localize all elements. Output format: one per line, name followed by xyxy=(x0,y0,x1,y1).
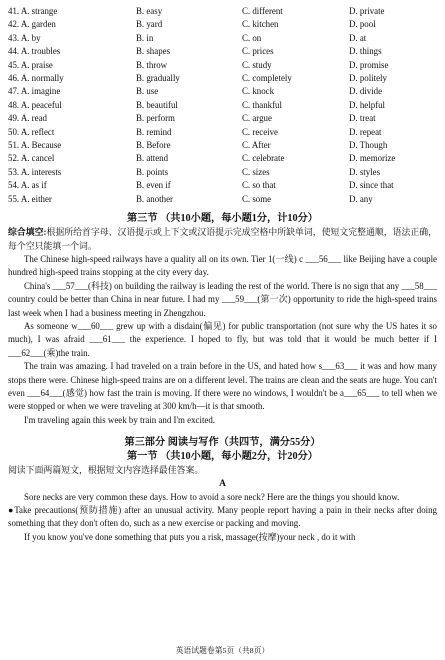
option-cell: C. completely xyxy=(242,73,292,84)
option-row xyxy=(8,152,437,165)
option-cell: C. receive xyxy=(242,126,278,137)
option-cell: C. After xyxy=(242,140,271,151)
option-cell: B. Before xyxy=(136,140,171,151)
option-cell: 47. A. imagine xyxy=(8,86,61,97)
option-cell: D. things xyxy=(349,46,382,57)
option-row xyxy=(8,5,437,18)
option-cell: B. shapes xyxy=(136,46,171,57)
option-cell: D. pool xyxy=(349,19,376,30)
option-cell: B. remind xyxy=(136,126,172,137)
reading-paragraph: ●Take precautions(预防措施) after an unusual activity. Many people report having a pain in their necks after doing something that they don't often do, such as a new exercise or packing and moving. xyxy=(8,505,437,529)
option-cell: D. private xyxy=(349,6,385,16)
option-cell: C. celebrate xyxy=(242,153,285,164)
passage-paragraph: I'm traveling again this week by train and I'm excited. xyxy=(24,414,216,425)
section3-title: 第三节 （共10小题，每小题1分，计10分） xyxy=(126,213,318,225)
option-cell: C. study xyxy=(242,59,272,70)
option-cell: B. easy xyxy=(136,6,163,16)
option-cell: B. use xyxy=(136,86,159,97)
part3-title: 第三部分 阅读与写作（共四节，满分55分） xyxy=(124,437,321,449)
option-cell: B. throw xyxy=(136,59,168,70)
option-cell: C. different xyxy=(242,6,283,16)
option-cell: 52. A. cancel xyxy=(8,153,55,164)
page-footer: 英语试题卷第5页（共8页） xyxy=(175,646,270,655)
option-cell: B. beautiful xyxy=(136,99,178,110)
option-cell: C. so that xyxy=(242,180,276,191)
option-cell: C. knock xyxy=(242,86,275,97)
option-cell: D. helpful xyxy=(349,99,385,110)
option-cell: D. since that xyxy=(349,180,394,191)
option-row xyxy=(8,72,437,85)
option-row xyxy=(8,139,437,152)
reading-paragraph: Sore necks are very common these days. How to avoid a sore neck? Here are the things you should know. xyxy=(24,491,400,502)
option-cell: D. memorize xyxy=(349,153,396,164)
option-row xyxy=(8,99,437,112)
option-cell: B. another xyxy=(136,193,173,204)
option-row xyxy=(8,85,437,98)
section3-instr-text: 根据所给首字母、汉语提示或上下文或汉语提示完成空格中所缺单词，使短文完整通顺，语法正确，每个空只能填一个词。 xyxy=(8,227,437,251)
passage-letter: A xyxy=(219,478,226,489)
option-cell: 44. A. troubles xyxy=(8,46,61,57)
option-row xyxy=(8,45,437,58)
option-cell: 42. A. garden xyxy=(8,19,56,30)
cloze-options-table xyxy=(8,5,437,206)
cloze-options-body xyxy=(8,5,437,206)
option-cell: C. on xyxy=(242,32,262,43)
option-row xyxy=(8,179,437,192)
option-cell: B. in xyxy=(136,32,154,43)
option-cell: 55. A. either xyxy=(8,193,52,204)
option-cell: D. Though xyxy=(349,140,388,151)
option-cell: D. divide xyxy=(349,86,383,97)
option-cell: C. thankful xyxy=(242,99,282,110)
option-cell: 43. A. by xyxy=(8,32,41,43)
option-cell: D. at xyxy=(349,32,367,43)
passage-paragraph: The train was amazing. I had traveled on a train before in the US, and hated how s___63___ it was and how many stops there were. Chinese high-speed trains are on a different level. The trains are clean and the seats are huge. You can't even ___64___(感觉) how fast the train is moving. If there were no windows, I wouldn't be a___65___ to tell when we were stopped or when we were traveling at 300 km/h—it is that smooth. xyxy=(8,361,437,412)
option-row xyxy=(8,126,437,139)
option-row xyxy=(8,18,437,31)
option-cell: D. repeat xyxy=(349,126,382,137)
option-row xyxy=(8,32,437,45)
option-cell: 48. A. peaceful xyxy=(8,99,62,110)
option-cell: D. any xyxy=(349,193,373,204)
passage-paragraph: The Chinese high-speed railways have a quality all on its own. Tier 1(一线) c ___56___ like Beijing have a couple hundred high-speed trains stopping at the city every day. xyxy=(8,253,437,278)
option-cell: 45. A. praise xyxy=(8,59,53,70)
section3-instructions xyxy=(8,226,437,253)
option-cell: D. politely xyxy=(349,73,387,84)
option-cell: 41. A. strange xyxy=(8,6,58,16)
part3-subtitle: 第一节 （共10小题，每小题2分，计20分） xyxy=(126,451,318,463)
option-cell: 54. A. as if xyxy=(8,180,47,191)
option-row xyxy=(8,112,437,125)
option-cell: C. some xyxy=(242,193,272,204)
option-cell: 49. A. read xyxy=(8,113,47,124)
option-cell: B. yard xyxy=(136,19,163,30)
reading-paragraph: If you know you've done something that puts you a risk, massage(按摩)your neck , do it with xyxy=(24,531,356,542)
passage-paragraph: China's ___57___(科技) on building the railway is leading the rest of the world. There is no sign that any ___58___ country could be better than China in near future. I had my ___59___(第一次) opportunity to ride the high-speed trains last week when I had a business meeting in Zhengzhou. xyxy=(8,280,437,318)
option-cell: 46. A. normally xyxy=(8,73,64,84)
option-cell: C. prices xyxy=(242,46,274,57)
option-cell: B. perform xyxy=(136,113,175,124)
option-cell: 50. A. reflect xyxy=(8,126,55,137)
option-cell: D. promise xyxy=(349,59,389,70)
option-cell: 53. A. interests xyxy=(8,166,62,177)
section3-instr-label: 综合填空: xyxy=(8,227,47,238)
option-cell: C. kitchen xyxy=(242,19,279,30)
option-row xyxy=(8,166,437,179)
passage-paragraph: As someone w___60___ grew up with a disdain(偏见) for public transportation (not sure why the US hates it so much), I was afraid ___61___ the experience. I hoped to fly, but was told that it would be much better if I ___62___(乘)the train. xyxy=(8,320,437,358)
option-cell: C. argue xyxy=(242,113,272,124)
option-cell: D. styles xyxy=(349,166,381,177)
option-cell: B. gradually xyxy=(136,73,180,84)
option-row xyxy=(8,193,437,206)
part3-instructions: 阅读下面两篇短文，根据短文内容选择最佳答案。 xyxy=(8,465,204,476)
option-cell: D. treat xyxy=(349,113,376,124)
option-row xyxy=(8,59,437,72)
option-cell: 51. A. Because xyxy=(8,140,62,151)
option-cell: B. even if xyxy=(136,180,171,191)
option-cell: C. sizes xyxy=(242,166,270,177)
option-cell: B. points xyxy=(136,166,169,177)
option-cell: B. attend xyxy=(136,153,169,164)
